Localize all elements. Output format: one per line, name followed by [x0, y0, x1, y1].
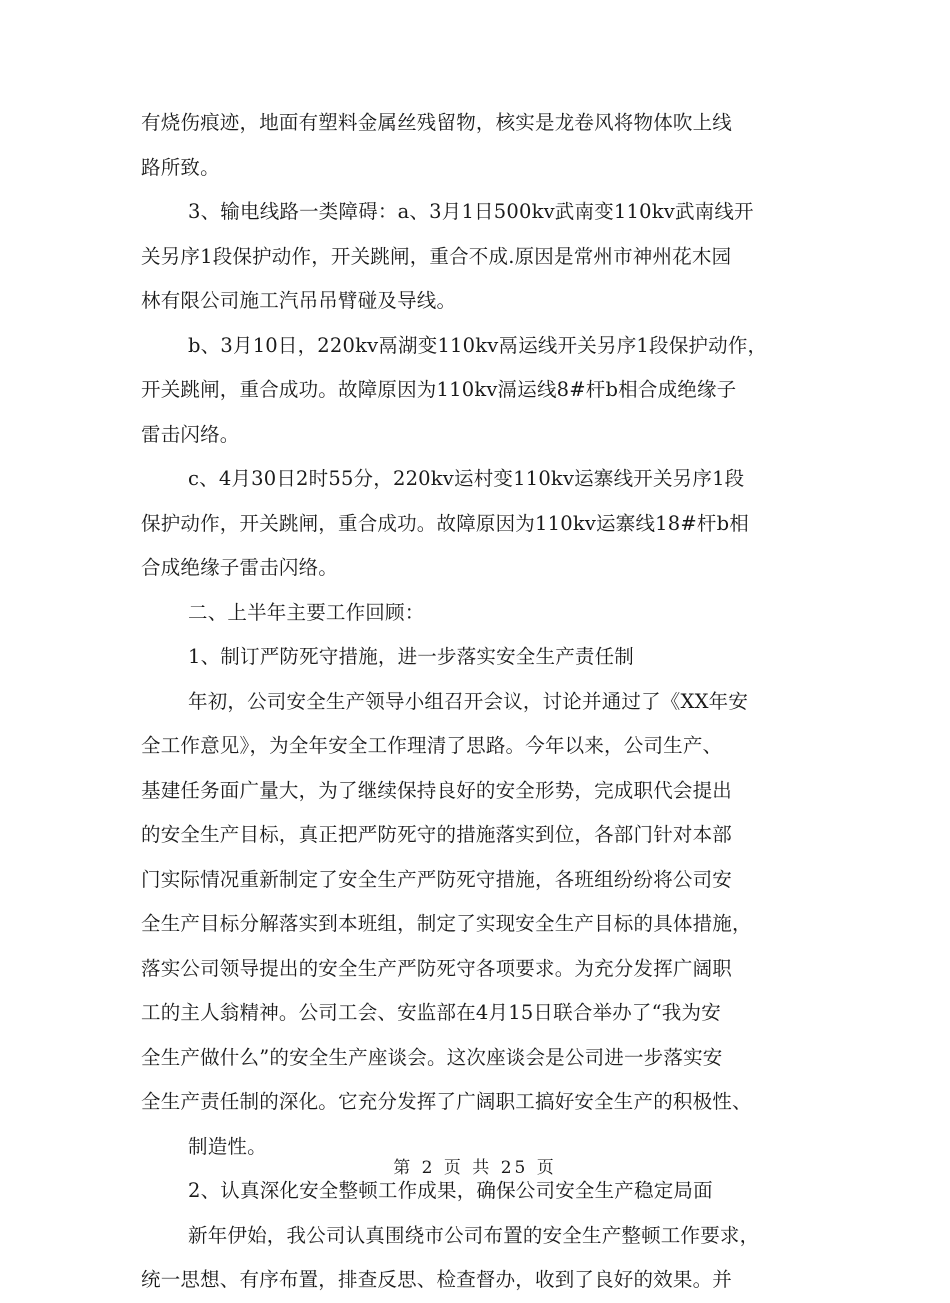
text-line: c、4月30日2时55分，220kv运村变110kv运寨线开关另序1段	[188, 467, 745, 490]
text-line: 保护动作，开关跳闸，重合成功。故障原因为110kv运寨线18#杆b相	[141, 511, 749, 535]
text-line: 全生产目标分解落实到本班组，制定了实现安全生产目标的具体措施，	[141, 912, 752, 935]
text-line: 落实公司领导提出的安全生产严防死守各项要求。为充分发挥广阔职	[141, 956, 733, 980]
text-line: 制造性。	[188, 1134, 267, 1158]
text-line: 3、输电线路一类障碍：a、3月1日500kv武南变110kv武南线开	[188, 200, 754, 223]
document-body	[141, 101, 809, 1303]
text-line: 年初，公司安全生产领导小组召开会议，讨论并通过了《XX年安	[188, 689, 749, 713]
text-line: 2、认真深化安全整顿工作成果，确保公司安全生产稳定局面	[188, 1179, 713, 1202]
text-line: 的安全生产目标，真正把严防死守的措施落实到位，各部门针对本部	[141, 823, 733, 846]
text-line: 全工作意见》，为全年安全工作理清了思路。今年以来，公司生产、	[141, 734, 723, 757]
text-line: 路所致。	[141, 155, 220, 179]
page-footer: 第 2 页 共 25 页	[393, 1158, 557, 1178]
text-line: 工的主人翁精神。公司工会、安监部在4月15日联合举办了“我为安	[141, 1001, 721, 1024]
text-line: 有烧伤痕迹，地面有塑料金属丝残留物，核实是龙卷风将物体吹上线	[141, 111, 733, 134]
text-line: 新年伊始，我公司认真围绕市公司布置的安全生产整顿工作要求，	[188, 1223, 760, 1247]
text-line: 门实际情况重新制定了安全生产严防死守措施，各班组纷纷将公司安	[141, 867, 733, 891]
text-line: 统一思想、有序布置，排查反思、检查督办，收到了良好的效果。并	[141, 1268, 733, 1291]
text-line: 1、制订严防死守措施，进一步落实安全生产责任制	[188, 645, 635, 668]
text-line: 二、上半年主要工作回顾：	[188, 600, 425, 624]
text-line: 合成绝缘子雷击闪络。	[141, 556, 339, 579]
text-line: 全生产做什么”的安全生产座谈会。这次座谈会是公司进一步落实安	[141, 1045, 723, 1069]
text-line: 林有限公司施工汽吊吊臂碰及导线。	[141, 289, 457, 312]
text-line: b、3月10日，220kv鬲湖变110kv鬲运线开关另序1段保护动作，	[188, 333, 768, 357]
text-line: 关另序1段保护动作，开关跳闸，重合不成.原因是常州市神州花木园	[141, 244, 732, 268]
text-line: 全生产责任制的深化。它充分发挥了广阔职工搞好安全生产的积极性、	[141, 1090, 752, 1113]
text-line: 开关跳闸，重合成功。故障原因为110kv滆运线8#杆b相合成绝缘子	[141, 378, 737, 401]
text-line: 基建任务面广量大，为了继续保持良好的安全形势，完成职代会提出	[141, 778, 733, 802]
text-line: 雷击闪络。	[141, 422, 240, 446]
